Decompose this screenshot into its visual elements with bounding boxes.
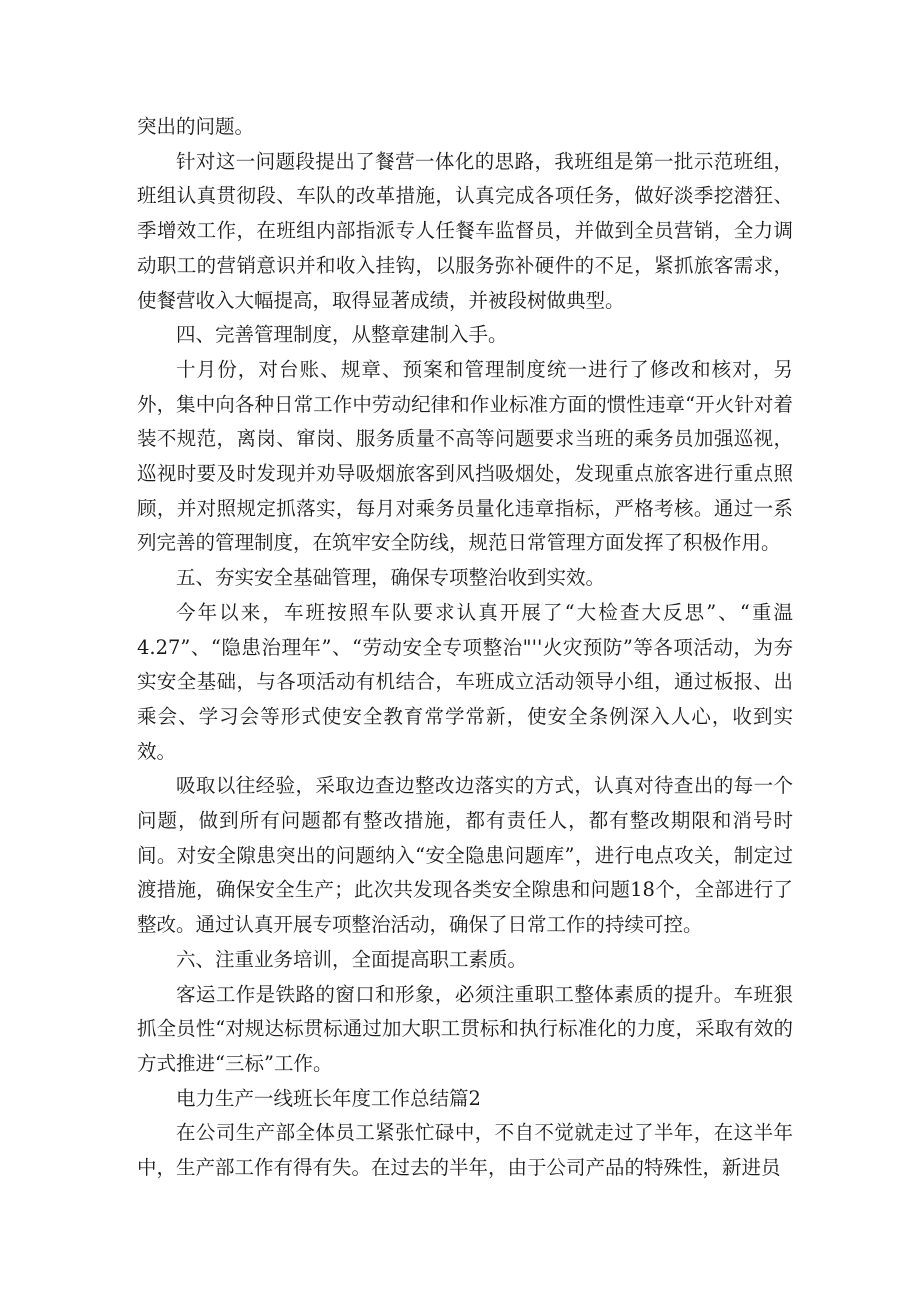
paragraph-rectification: 吸取以往经验，采取边查边整改边落实的方式，认真对待查出的每一个问题，做到所有问题都有整改措施，都有责任人，都有整改期限和消号时间。对安全隙患突出的问题纳入“安全隐患问题库”，进行电点攻关，制定过渡措施，确保安全生产；此次共发现各类安全隙患和问题18个，全部进行了整改。通过认真开展专项整治活动，确保了日常工作的持续可控。 <box>137 774 793 937</box>
article-title-part-2: 电力生产一线班长年度工作总结篇2 <box>176 1086 481 1110</box>
document-body <box>137 110 793 1186</box>
paragraph-safety-activities: 今年以来，车班按照车队要求认真开展了“大检查大反思”、“重温4.27”、“隐患治理年”、“劳动安全专项整治"''火灾预防”等各项活动，为夯实安全基础，与各项活动有机结合，车班成立活动领导小组，通过板报、出乘会、学习会等形式使安全教育常学常新，使安全条例深入人心，收到实效。 <box>137 600 793 763</box>
paragraph-training: 客运工作是铁路的窗口和形象，必须注重职工整体素质的提升。车班狠抓全员性“对规达标贯标通过加大职工贯标和执行标准化的力度，采取有效的方式推进“三标”工作。 <box>137 982 793 1075</box>
section-heading-safety: 五、夯实安全基础管理，确保专项整治收到实效。 <box>176 566 606 590</box>
paragraph-continuation: 突出的问题。 <box>137 115 255 138</box>
paragraph-management-system: 十月份，对台账、规章、预案和管理制度统一进行了修改和核对，另外，集中向各种日常工作中劳动纪律和作业标准方面的惯性违章“开火针对着装不规范，离岗、窜岗、服务质量不高等问题要求当班的乘务员加强巡视，巡视时要及时发现并劝导吸烟旅客到风挡吸烟处，发现重点旅客进行重点照顾，并对照规定抓落实，每月对乘务员量化违章指标，严格考核。通过一系列完善的管理制度，在筑牢安全防线，规范日常管理方面发挥了积极作用。 <box>137 357 793 555</box>
section-heading-management: 四、完善管理制度，从整章建制入手。 <box>176 323 508 347</box>
paragraph-dining-integration: 针对这一问题段提出了餐营一体化的思路，我班组是第一批示范班组，班组认真贯彻段、车队的改革措施，认真完成各项任务，做好淡季挖潜狂、季增效工作，在班组内部指派专人任餐车监督员，并做到全员营销，全力调动职工的营销意识并和收入挂钩，以服务弥补硬件的不足，紧抓旅客需求，使餐营收入大幅提高，取得显著成绩，并被段树做典型。 <box>137 149 793 312</box>
section-heading-training: 六、注重业务培训，全面提高职工素质。 <box>176 947 528 971</box>
paragraph-production-dept: 在公司生产部全体员工紧张忙碌中，不自不觉就走过了半年，在这半年中，生产部工作有得有失。在过去的半年，由于公司产品的特殊性，新进员 <box>137 1121 793 1180</box>
